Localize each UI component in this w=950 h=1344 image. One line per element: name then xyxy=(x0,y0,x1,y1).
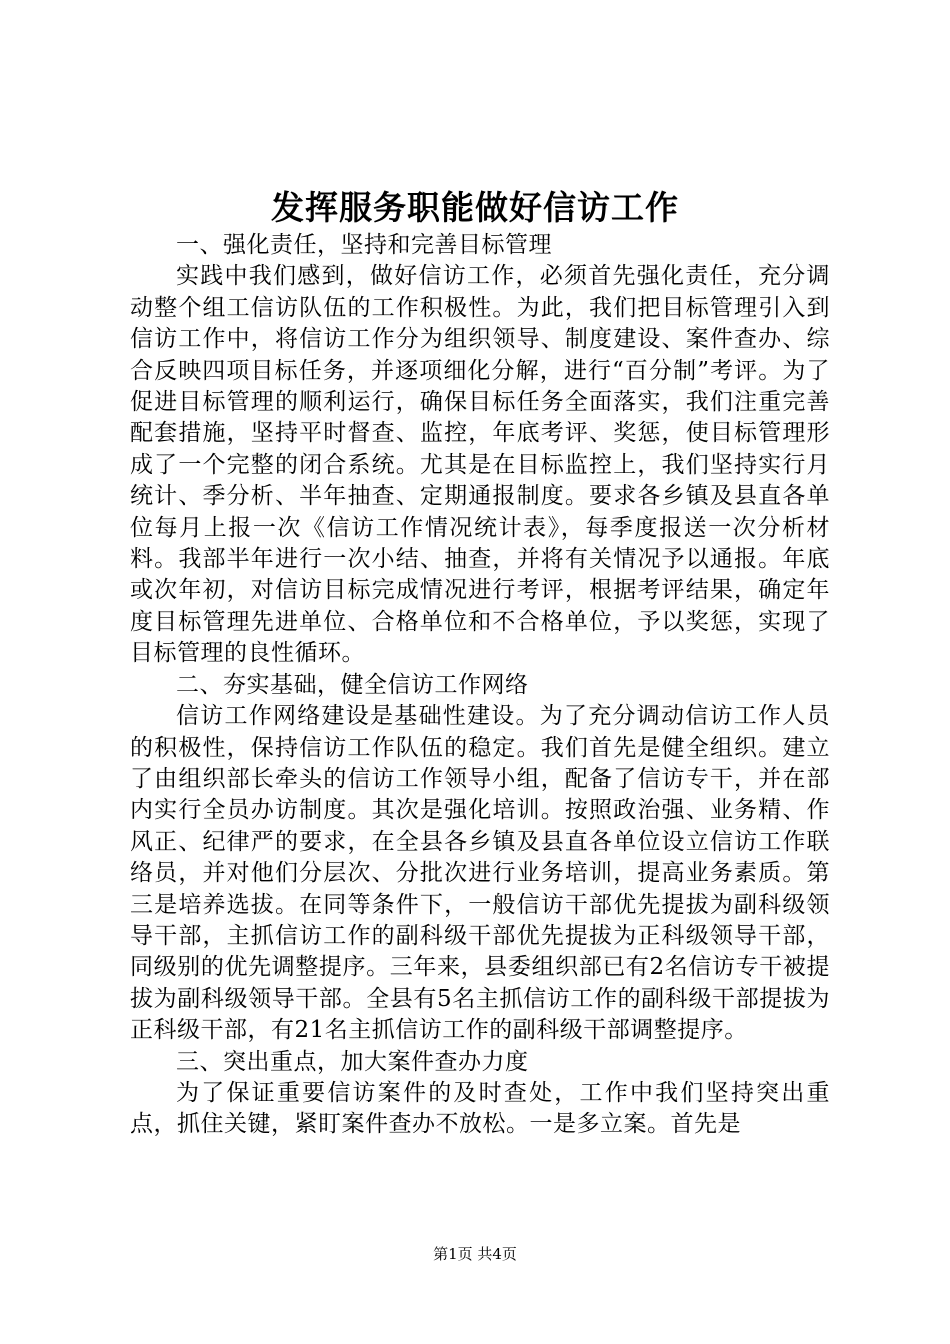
body-paragraph-1: 实践中我们感到，做好信访工作，必须首先强化责任，充分调动整个组工信访队伍的工作积极性。为此，我们把目标管理引入到信访工作中，将信访工作分为组织领导、制度建设、案件查办、综合反映四项目标任务，并逐项细化分解，进行“百分制”考评。为了促进目标管理的顺利运行，确保目标任务全面落实，我们注重完善配套措施，坚持平时督查、监控，年底考评、奖惩，使目标管理形成了一个完整的闭合系统。尤其是在目标监控上，我们坚持实行月统计、季分析、半年抽查、定期通报制度。要求各乡镇及县直各单位每月上报一次《信访工作情况统计表》，每季度报送一次分析材料。我部半年进行一次小结、抽查，并将有关情况予以通报。年底或次年初，对信访目标完成情况进行考评，根据考评结果，确定年度目标管理先进单位、合格单位和不合格单位，予以奖惩，实现了目标管理的良性循环。 xyxy=(130,263,830,667)
page-footer: 第1页 共4页 xyxy=(433,1245,517,1263)
section-heading-3: 三、突出重点，加大案件查办力度 xyxy=(176,1048,529,1075)
section-heading-2: 二、夯实基础，健全信访工作网络 xyxy=(176,671,529,698)
body-paragraph-2: 信访工作网络建设是基础性建设。为了充分调动信访工作人员的积极性，保持信访工作队伍的稳定。我们首先是健全组织。建立了由组织部长牵头的信访工作领导小组，配备了信访专干，并在部内实行全员办访制度。其次是强化培训。按照政治强、业务精、作风正、纪律严的要求，在全县各乡镇及县直各单位设立信访工作联络员，并对他们分层次、分批次进行业务培训，提高业务素质。第三是培养选拔。在同等条件下，一般信访干部优先提拔为副科级领导干部，主抓信访工作的副科级干部优先提拔为正科级领导干部，同级别的优先调整提序。三年来，县委组织部已有2名信访专干被提拔为副科级领导干部。全县有5名主抓信访工作的副科级干部提拔为正科级干部，有21名主抓信访工作的副科级干部调整提序。 xyxy=(130,703,830,1044)
document-body xyxy=(130,230,830,1141)
body-paragraph-3: 为了保证重要信访案件的及时查处，工作中我们坚持突出重点，抓住关键，紧盯案件查办不放松。一是多立案。首先是 xyxy=(130,1079,830,1138)
section-heading-1: 一、强化责任，坚持和完善目标管理 xyxy=(176,232,552,258)
document-title: 发挥服务职能做好信访工作 xyxy=(271,188,679,227)
